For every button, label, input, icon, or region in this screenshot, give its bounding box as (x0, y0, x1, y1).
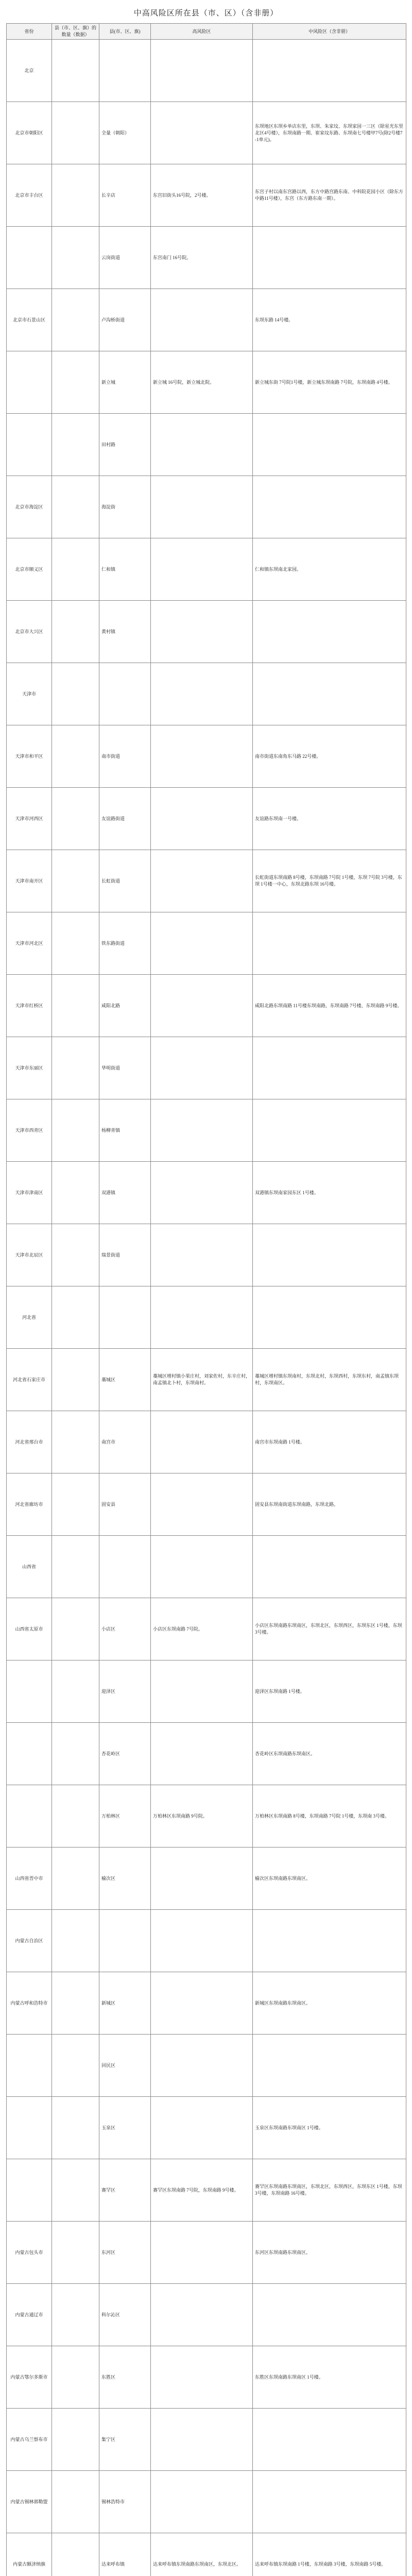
cell-county: 东河区 (99, 2222, 151, 2284)
cell-mid-risk: 小店区东坝南路东坝南区，东坝北区，东坝西区，东坝东区 1号楼，东坝 3号楼。 (253, 1598, 406, 1660)
table-row (7, 2035, 406, 2097)
cell-county: 双港镇 (99, 1162, 151, 1224)
cell-county (99, 1286, 151, 1349)
cell-count (52, 1473, 99, 1536)
cell-count (52, 1349, 99, 1411)
cell-province: 天津市津南区 (7, 1162, 52, 1224)
cell-province: 山西省太原市 (7, 1598, 52, 1660)
cell-county (99, 663, 151, 725)
cell-mid-risk (253, 1536, 406, 1598)
cell-count (52, 1411, 99, 1473)
cell-mid-risk (253, 1910, 406, 1972)
cell-province: 河北省邢台市 (7, 1411, 52, 1473)
cell-province: 北京市海淀区 (7, 476, 52, 538)
table-row (7, 538, 406, 601)
cell-province: 内蒙古通辽市 (7, 2284, 52, 2346)
cell-mid-risk: 南宫市东坝南路 1号楼。 (253, 1411, 406, 1473)
cell-count (52, 227, 99, 289)
cell-county: 咸阳北路 (99, 975, 151, 1037)
cell-high-risk (151, 1848, 253, 1910)
table-row (7, 227, 406, 289)
cell-province: 北京市朝阳区 (7, 102, 52, 164)
cell-mid-risk: 仁和镇东坝南北家园。 (253, 538, 406, 601)
cell-province: 河北省廊坊市 (7, 1473, 52, 1536)
cell-province: 天津市北辰区 (7, 1224, 52, 1286)
cell-mid-risk (253, 1037, 406, 1099)
cell-province: 内蒙古额济纳旗 (7, 2533, 52, 2576)
cell-province: 天津市红桥区 (7, 975, 52, 1037)
cell-province: 内蒙古鄂尔多斯市 (7, 2346, 52, 2409)
cell-high-risk: 赛罕区东坝南路 7号院，东坝南路 9号楼。 (151, 2159, 253, 2222)
table-row (7, 1910, 406, 1972)
header-count: 县（市、区、旗）的数量（数据） (52, 24, 99, 40)
header-high-risk: 高风险区 (151, 24, 253, 40)
cell-count (52, 1972, 99, 2035)
cell-count (52, 102, 99, 164)
cell-high-risk (151, 663, 253, 725)
cell-county: 科尔沁区 (99, 2284, 151, 2346)
cell-mid-risk (253, 2284, 406, 2346)
cell-county: 榆次区 (99, 1848, 151, 1910)
cell-high-risk (151, 1037, 253, 1099)
cell-county: 南市街道 (99, 725, 151, 788)
cell-count (52, 164, 99, 227)
cell-high-risk (151, 1286, 253, 1349)
table-row (7, 1349, 406, 1411)
cell-county (99, 40, 151, 102)
cell-mid-risk (253, 2409, 406, 2471)
cell-province: 天津市河西区 (7, 788, 52, 850)
cell-county: 华明街道 (99, 1037, 151, 1099)
cell-mid-risk: 南市街道东南角东马路 22号楼。 (253, 725, 406, 788)
table-header-row (7, 24, 406, 40)
cell-county: 东胜区 (99, 2346, 151, 2409)
table-row (7, 2284, 406, 2346)
cell-high-risk: 万柏林区东坝南路 9号院。 (151, 1785, 253, 1848)
cell-province: 河北省 (7, 1286, 52, 1349)
table-row (7, 725, 406, 788)
cell-province: 山西省晋中市 (7, 1848, 52, 1910)
cell-province: 山西省 (7, 1536, 52, 1598)
cell-count (52, 2533, 99, 2576)
cell-mid-risk: 双港镇东坝南家园东区 1号楼。 (253, 1162, 406, 1224)
cell-count (52, 601, 99, 663)
cell-county: 赛罕区 (99, 2159, 151, 2222)
table-row (7, 1286, 406, 1349)
cell-high-risk (151, 2035, 253, 2097)
cell-count (52, 788, 99, 850)
table-row (7, 476, 406, 538)
table-row (7, 289, 406, 351)
cell-high-risk (151, 975, 253, 1037)
cell-county: 迎泽区 (99, 1660, 151, 1723)
cell-high-risk: 达来呼布镇东坝南路东坝南区，东坝北区。 (151, 2533, 253, 2576)
cell-mid-risk: 榆次区东坝南路东坝南区。 (253, 1848, 406, 1910)
cell-mid-risk (253, 2471, 406, 2533)
cell-count (52, 912, 99, 975)
cell-mid-risk: 友谊路东坝南一号楼。 (253, 788, 406, 850)
cell-high-risk (151, 1162, 253, 1224)
cell-high-risk (151, 912, 253, 975)
cell-mid-risk (253, 1224, 406, 1286)
cell-province (7, 2159, 52, 2222)
cell-province: 北京市丰台区 (7, 164, 52, 227)
cell-province: 内蒙古包头市 (7, 2222, 52, 2284)
cell-province: 北京市顺义区 (7, 538, 52, 601)
cell-high-risk: 东宫南门 16号院。 (151, 227, 253, 289)
table-body (7, 40, 406, 2576)
cell-count (52, 538, 99, 601)
cell-province: 北京市石景山区 (7, 289, 52, 351)
cell-count (52, 476, 99, 538)
cell-high-risk: 小店区东坝南路 7号院。 (151, 1598, 253, 1660)
table-row (7, 1598, 406, 1660)
table-row (7, 1848, 406, 1910)
cell-province: 天津市南开区 (7, 850, 52, 912)
cell-county: 南宫市 (99, 1411, 151, 1473)
cell-county: 万柏林区 (99, 1785, 151, 1848)
cell-high-risk (151, 2409, 253, 2471)
table-row (7, 912, 406, 975)
cell-count (52, 725, 99, 788)
cell-high-risk (151, 1224, 253, 1286)
cell-count (52, 40, 99, 102)
cell-mid-risk: 新城区东坝南路东坝南区。 (253, 1972, 406, 2035)
table-row (7, 1536, 406, 1598)
cell-mid-risk: 赛罕区东坝南路东坝南区，东坝北区，东坝西区，东坝东区 1号楼，东坝 3号楼，东坝南路 16号楼。 (253, 2159, 406, 2222)
cell-count (52, 414, 99, 476)
cell-high-risk (151, 414, 253, 476)
cell-mid-risk (253, 601, 406, 663)
cell-province: 河北省石家庄市 (7, 1349, 52, 1411)
cell-province (7, 1723, 52, 1785)
cell-province: 内蒙古自治区 (7, 1910, 52, 1972)
cell-county: 小店区 (99, 1598, 151, 1660)
table-row (7, 850, 406, 912)
cell-count (52, 975, 99, 1037)
cell-count (52, 1660, 99, 1723)
cell-county: 卢沟桥街道 (99, 289, 151, 351)
table-row (7, 1723, 406, 1785)
cell-count (52, 1848, 99, 1910)
cell-count (52, 1723, 99, 1785)
cell-mid-risk: 迎泽区东坝南路 1号楼。 (253, 1660, 406, 1723)
cell-county: 新城区 (99, 1972, 151, 2035)
cell-province (7, 351, 52, 414)
risk-area-table (6, 23, 406, 2576)
cell-count (52, 2159, 99, 2222)
cell-county: 铁东路街道 (99, 912, 151, 975)
table-row (7, 1162, 406, 1224)
cell-count (52, 2097, 99, 2159)
table-row (7, 1224, 406, 1286)
cell-count (52, 1286, 99, 1349)
cell-count (52, 1224, 99, 1286)
cell-high-risk (151, 40, 253, 102)
cell-mid-risk: 玉泉区东坝南路东坝南区 1号楼。 (253, 2097, 406, 2159)
cell-high-risk (151, 1099, 253, 1162)
cell-province: 内蒙古呼和浩特市 (7, 1972, 52, 2035)
cell-high-risk (151, 1660, 253, 1723)
cell-count (52, 2284, 99, 2346)
cell-county: 仁和镇 (99, 538, 151, 601)
cell-mid-risk (253, 2035, 406, 2097)
cell-county: 瑞景街道 (99, 1224, 151, 1286)
table-row (7, 1660, 406, 1723)
table-row (7, 975, 406, 1037)
cell-high-risk (151, 601, 253, 663)
cell-province (7, 1785, 52, 1848)
table-row (7, 788, 406, 850)
table-row (7, 1099, 406, 1162)
cell-mid-risk: 达来呼布镇东坝南路 1号楼，东坝南路 3号楼，东坝南路 5号楼。 (253, 2533, 406, 2576)
cell-mid-risk: 藁城区增村镇东坝南村，东坝北村，东坝西村，东坝东村，南孟镇东坝村，东坝南区。 (253, 1349, 406, 1411)
cell-high-risk (151, 476, 253, 538)
cell-county: 田村路 (99, 414, 151, 476)
cell-county: 长辛店 (99, 164, 151, 227)
table-row (7, 164, 406, 227)
header-mid-risk: 中风险区（含非册） (253, 24, 406, 40)
cell-province (7, 2035, 52, 2097)
cell-count (52, 1037, 99, 1099)
cell-county: 集宁区 (99, 2409, 151, 2471)
cell-mid-risk (253, 1286, 406, 1349)
cell-count (52, 351, 99, 414)
cell-high-risk (151, 1411, 253, 1473)
cell-count (52, 289, 99, 351)
cell-mid-risk (253, 912, 406, 975)
cell-county: 新立城 (99, 351, 151, 414)
cell-high-risk (151, 1536, 253, 1598)
cell-county: 黄村镇 (99, 601, 151, 663)
table-row (7, 2409, 406, 2471)
cell-province: 天津市河北区 (7, 912, 52, 975)
cell-count (52, 2346, 99, 2409)
cell-mid-risk: 东河区东坝南路东坝南区。 (253, 2222, 406, 2284)
cell-province: 天津市西青区 (7, 1099, 52, 1162)
cell-high-risk (151, 2097, 253, 2159)
table-row (7, 2097, 406, 2159)
cell-high-risk (151, 788, 253, 850)
cell-mid-risk (253, 476, 406, 538)
cell-county: 云岗街道 (99, 227, 151, 289)
header-province: 省份 (7, 24, 52, 40)
cell-county (99, 1910, 151, 1972)
cell-province: 内蒙古锡林郭勒盟 (7, 2471, 52, 2533)
table-row (7, 1785, 406, 1848)
document-title: 中高风险区所在县（市、区）（含非册） (133, 9, 279, 18)
cell-county: 固安县 (99, 1473, 151, 1536)
cell-mid-risk: 杏花岭区东坝南路东坝南区。 (253, 1723, 406, 1785)
table-row (7, 40, 406, 102)
cell-mid-risk: 东坝东路 14号楼。 (253, 289, 406, 351)
cell-high-risk (151, 289, 253, 351)
cell-mid-risk: 万柏林区东坝南路 8号楼，东坝南路 7号院 1号楼，东坝南 3号楼。 (253, 1785, 406, 1848)
cell-count (52, 2471, 99, 2533)
cell-province (7, 227, 52, 289)
cell-county: 达来呼布镇 (99, 2533, 151, 2576)
cell-county (99, 1536, 151, 1598)
table-row (7, 351, 406, 414)
cell-high-risk: 新立城 16号院，新立城北院。 (151, 351, 253, 414)
cell-county: 杏花岭区 (99, 1723, 151, 1785)
cell-high-risk: 藁城区增村镇小果庄村，刘家佐村，东辛庄村，南孟镇北卜村，东坝南村。 (151, 1349, 253, 1411)
cell-mid-risk (253, 414, 406, 476)
cell-high-risk (151, 1910, 253, 1972)
cell-high-risk (151, 850, 253, 912)
cell-county: 全量（朝阳） (99, 102, 151, 164)
cell-mid-risk (253, 40, 406, 102)
table-row (7, 1411, 406, 1473)
cell-mid-risk: 东宫子村以南东宫路以西，东方中路宫路东南、中科院花园小区（除东方中路11号楼），东宫（东方路东南一期）。 (253, 164, 406, 227)
cell-count (52, 1162, 99, 1224)
table-row (7, 663, 406, 725)
cell-county: 玉泉区 (99, 2097, 151, 2159)
cell-count (52, 2409, 99, 2471)
cell-mid-risk (253, 663, 406, 725)
table-row (7, 601, 406, 663)
table-row (7, 1972, 406, 2035)
cell-high-risk (151, 1473, 253, 1536)
cell-mid-risk (253, 1099, 406, 1162)
cell-high-risk (151, 2471, 253, 2533)
cell-high-risk (151, 538, 253, 601)
cell-province: 北京市大兴区 (7, 601, 52, 663)
cell-mid-risk: 东胜区东坝南路东坝南区 1号楼。 (253, 2346, 406, 2409)
cell-high-risk (151, 2222, 253, 2284)
cell-mid-risk: 新立城东街 7号院1号楼，新立城东坝南路 7号院，东坝南路 4号楼。 (253, 351, 406, 414)
cell-count (52, 2035, 99, 2097)
cell-county: 锡林浩特市 (99, 2471, 151, 2533)
table-row (7, 2159, 406, 2222)
cell-mid-risk: 固安县东坝南街道东坝南路，东坝北路。 (253, 1473, 406, 1536)
cell-count (52, 1099, 99, 1162)
table-row (7, 102, 406, 164)
cell-mid-risk: 长虹街道东坝南路 8号楼，东坝南路 7号院 1号楼，东坝 7号院 3号楼，东坝 1号楼一中心，东坝北路东坝 16号楼。 (253, 850, 406, 912)
cell-province: 天津市 (7, 663, 52, 725)
table-row (7, 2346, 406, 2409)
cell-high-risk (151, 102, 253, 164)
cell-high-risk (151, 2346, 253, 2409)
cell-province: 北京 (7, 40, 52, 102)
cell-mid-risk: 东坝地区东坝乡单店东里，东坝、朱家坟、东坝家园一三区（除星光东里北区4号楼），东坝南路一期、崔家坟东路、东坝南七号楼甲7号(除2号楼7-1单元)。 (253, 102, 406, 164)
cell-province (7, 414, 52, 476)
cell-high-risk: 东宫旧街头16号院，2号楼。 (151, 164, 253, 227)
cell-high-risk (151, 1972, 253, 2035)
cell-county: 杨柳青镇 (99, 1099, 151, 1162)
cell-high-risk (151, 2284, 253, 2346)
cell-province: 天津市和平区 (7, 725, 52, 788)
cell-count (52, 850, 99, 912)
cell-county: 回民区 (99, 2035, 151, 2097)
header-county: 县(市、区、旗) (99, 24, 151, 40)
table-row (7, 2471, 406, 2533)
cell-province: 内蒙古乌兰察布市 (7, 2409, 52, 2471)
cell-province (7, 1660, 52, 1723)
cell-county: 友谊路街道 (99, 788, 151, 850)
cell-count (52, 1785, 99, 1848)
cell-count (52, 1536, 99, 1598)
cell-count (52, 2222, 99, 2284)
cell-county: 长虹街道 (99, 850, 151, 912)
cell-province (7, 2097, 52, 2159)
table-row (7, 1473, 406, 1536)
cell-count (52, 663, 99, 725)
cell-count (52, 1598, 99, 1660)
cell-province: 天津市东丽区 (7, 1037, 52, 1099)
cell-count (52, 1910, 99, 1972)
cell-high-risk (151, 725, 253, 788)
cell-high-risk (151, 1723, 253, 1785)
cell-mid-risk: 咸阳北路东坝南路 11号楼东坝南路，东坝南路 7号楼，东坝南路 9号楼。 (253, 975, 406, 1037)
cell-county: 海淀街 (99, 476, 151, 538)
table-row (7, 414, 406, 476)
cell-county: 藁城区 (99, 1349, 151, 1411)
cell-mid-risk (253, 227, 406, 289)
table-row (7, 2222, 406, 2284)
table-row (7, 2533, 406, 2576)
table-row (7, 1037, 406, 1099)
